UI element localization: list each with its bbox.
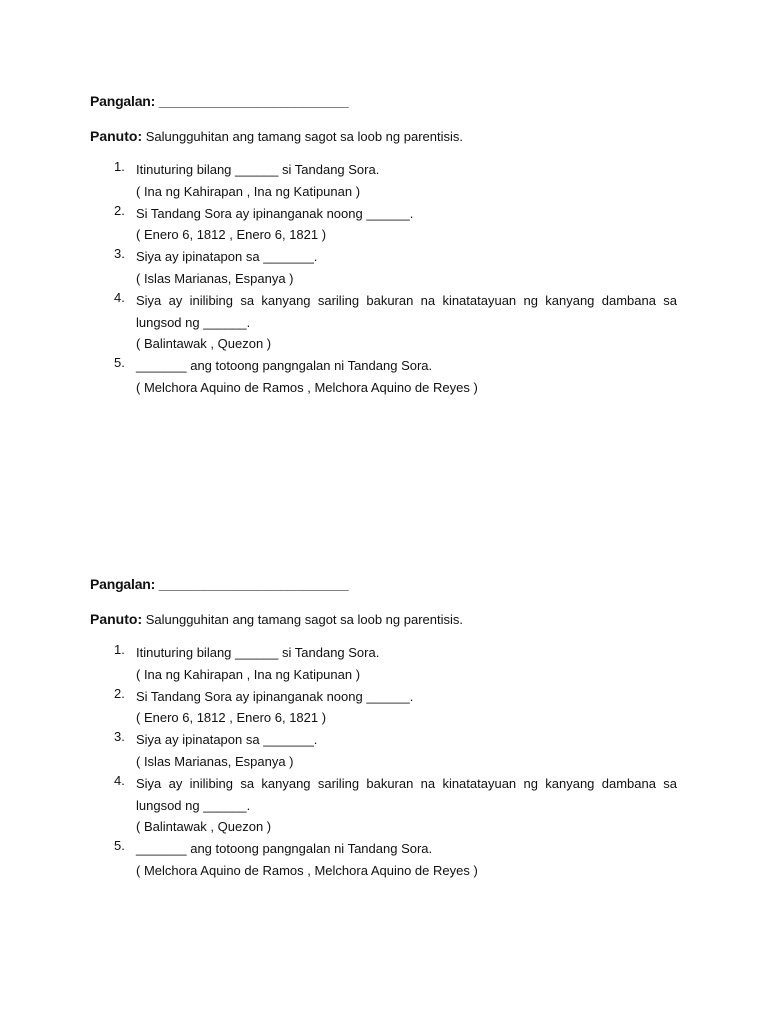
question-item: [90, 290, 680, 355]
question-choices[interactable]: ( Ina ng Kahirapan , Ina ng Katipunan ): [136, 666, 361, 682]
question-number: 3.: [114, 729, 125, 745]
question-text: Itinuturing bilang ______ si Tandang Sora.: [136, 162, 380, 177]
question-item: [90, 686, 680, 730]
instructions-label: Panuto:: [90, 128, 143, 144]
question-choices[interactable]: ( Islas Marianas, Espanya ): [136, 270, 294, 286]
question-number: 5.: [114, 838, 125, 854]
question-text: Siya ay inilibing sa kanyang sariling bakuran na kinatatayuan ng kanyang dambana sa lungsod ng ______.: [136, 775, 677, 813]
question-text: Siya ay ipinatapon sa _______.: [136, 249, 318, 265]
question-choices[interactable]: ( Melchora Aquino de Ramos , Melchora Aquino de Reyes ): [136, 379, 478, 395]
question-number: 1.: [114, 159, 125, 174]
question-number: 4.: [114, 772, 125, 788]
instructions: [90, 126, 680, 146]
question-text: Si Tandang Sora ay ipinanganak noong ______.: [136, 688, 414, 704]
question-list: [90, 642, 680, 882]
question-text: _______ ang totoong pangngalan ni Tandang Sora.: [136, 841, 433, 857]
instructions-label: Panuto:: [90, 611, 143, 627]
question-item: [90, 773, 680, 838]
question-item: [90, 838, 680, 882]
instructions-text: Salungguhitan ang tamang sagot sa loob ng parentisis.: [142, 612, 464, 627]
question-choices[interactable]: ( Ina ng Kahirapan , Ina ng Katipunan ): [136, 183, 361, 199]
question-text: Siya ay inilibing sa kanyang sariling bakuran na kinatatayuan ng kanyang dambana sa lungsod ng ______.: [136, 292, 677, 330]
question-choices[interactable]: ( Enero 6, 1812 , Enero 6, 1821 ): [136, 227, 327, 243]
worksheet-2: [90, 574, 680, 882]
name-field-label: Pangalan: _________________________: [90, 576, 349, 592]
question-choices[interactable]: ( Balintawak , Quezon ): [136, 819, 272, 835]
question-item: [90, 729, 680, 773]
question-choices[interactable]: ( Enero 6, 1812 , Enero 6, 1821 ): [136, 710, 327, 726]
worksheet-1: [90, 91, 680, 399]
question-number: 3.: [114, 246, 125, 262]
question-choices[interactable]: ( Islas Marianas, Espanya ): [136, 753, 294, 769]
question-text: Siya ay ipinatapon sa _______.: [136, 732, 318, 748]
question-number: 1.: [114, 642, 125, 657]
question-choices[interactable]: ( Melchora Aquino de Ramos , Melchora Aquino de Reyes ): [136, 862, 478, 878]
question-item: [90, 642, 680, 686]
name-field-label: Pangalan: _________________________: [90, 93, 349, 109]
question-choices[interactable]: ( Balintawak , Quezon ): [136, 336, 272, 352]
question-text: Si Tandang Sora ay ipinanganak noong ______.: [136, 205, 414, 221]
question-number: 5.: [114, 355, 125, 371]
question-item: [90, 203, 680, 247]
instructions-text: Salungguhitan ang tamang sagot sa loob ng parentisis.: [142, 129, 464, 144]
question-number: 4.: [114, 289, 125, 305]
question-item: [90, 355, 680, 399]
question-number: 2.: [114, 685, 125, 701]
question-list: [90, 159, 680, 399]
question-text: Itinuturing bilang ______ si Tandang Sora.: [136, 645, 380, 660]
question-item: [90, 246, 680, 290]
question-text: _______ ang totoong pangngalan ni Tandang Sora.: [136, 358, 433, 374]
question-item: [90, 159, 680, 203]
question-number: 2.: [114, 202, 125, 218]
instructions: [90, 609, 680, 629]
